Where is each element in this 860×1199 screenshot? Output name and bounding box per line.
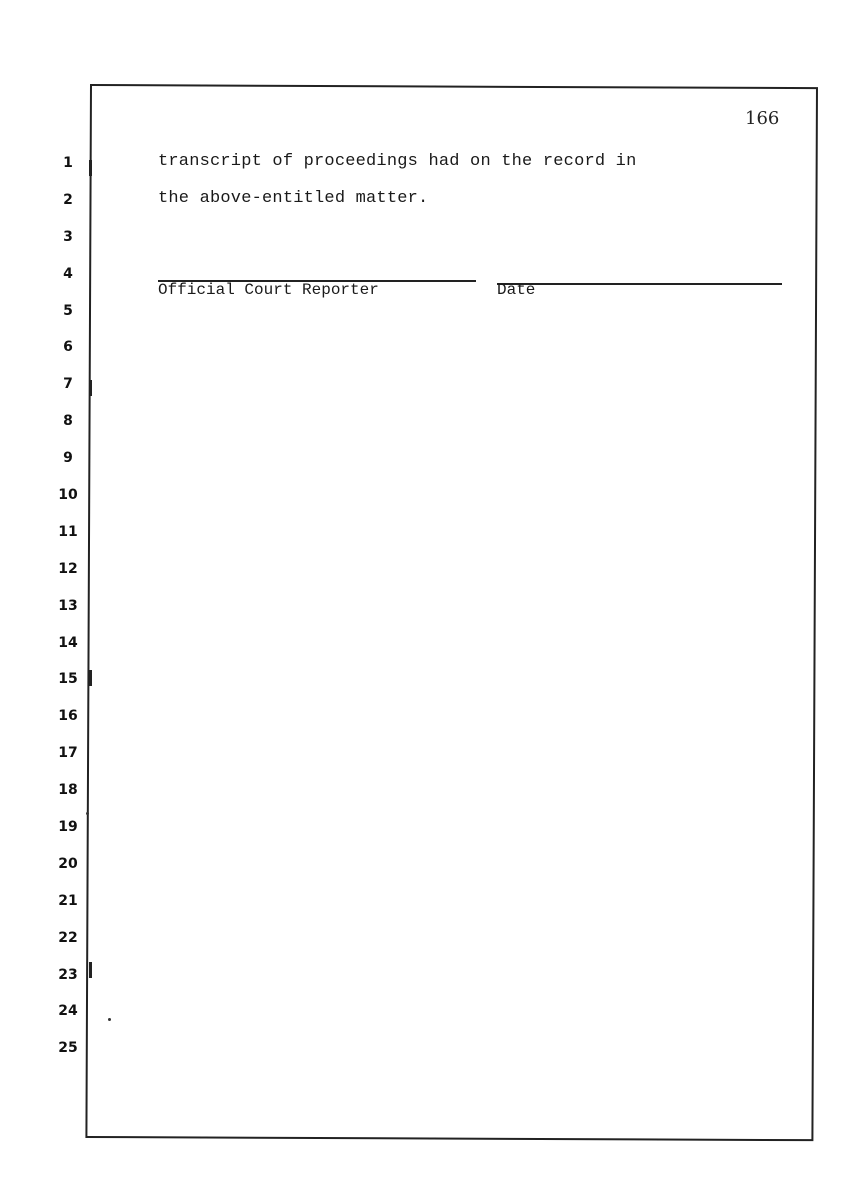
line-number: 12	[58, 560, 78, 577]
margin-tick	[89, 160, 92, 176]
line-number: 25	[58, 1040, 78, 1057]
line-number: 14	[58, 634, 78, 651]
line-number: 5	[63, 302, 73, 319]
page-number: 166	[745, 108, 780, 129]
scan-speck	[108, 1018, 111, 1021]
line-number: 20	[58, 855, 78, 872]
line-number: 17	[58, 745, 78, 762]
line-number: 1	[63, 155, 73, 171]
scan-speck	[86, 812, 89, 815]
line-number: 8	[63, 413, 73, 430]
line-number: 7	[63, 376, 73, 393]
line-number: 22	[58, 929, 78, 946]
transcript-line-2: the above-entitled matter.	[158, 189, 429, 208]
date-signature-label: Date	[497, 281, 536, 299]
line-number: 16	[58, 708, 78, 725]
margin-tick	[89, 670, 92, 686]
margin-tick	[89, 962, 92, 978]
line-number: 24	[58, 1003, 78, 1020]
line-number: 11	[58, 523, 78, 540]
line-number: 10	[58, 487, 78, 504]
date-signature-line	[497, 283, 782, 285]
reporter-signature-label: Official Court Reporter	[158, 281, 379, 299]
line-number: 15	[58, 671, 78, 688]
page-border	[85, 84, 818, 1141]
line-number: 3	[63, 228, 73, 245]
line-number: 23	[58, 966, 78, 983]
line-number: 21	[58, 892, 78, 909]
line-number: 18	[58, 782, 78, 799]
line-number: 13	[58, 597, 78, 614]
line-number: 19	[58, 819, 78, 836]
margin-tick	[89, 380, 92, 396]
line-number: 9	[63, 450, 73, 467]
line-number-column	[54, 152, 82, 1074]
line-number: 6	[63, 339, 73, 356]
transcript-line-1: transcript of proceedings had on the record in	[158, 152, 637, 171]
line-number: 2	[63, 191, 73, 208]
line-number: 4	[63, 265, 73, 282]
